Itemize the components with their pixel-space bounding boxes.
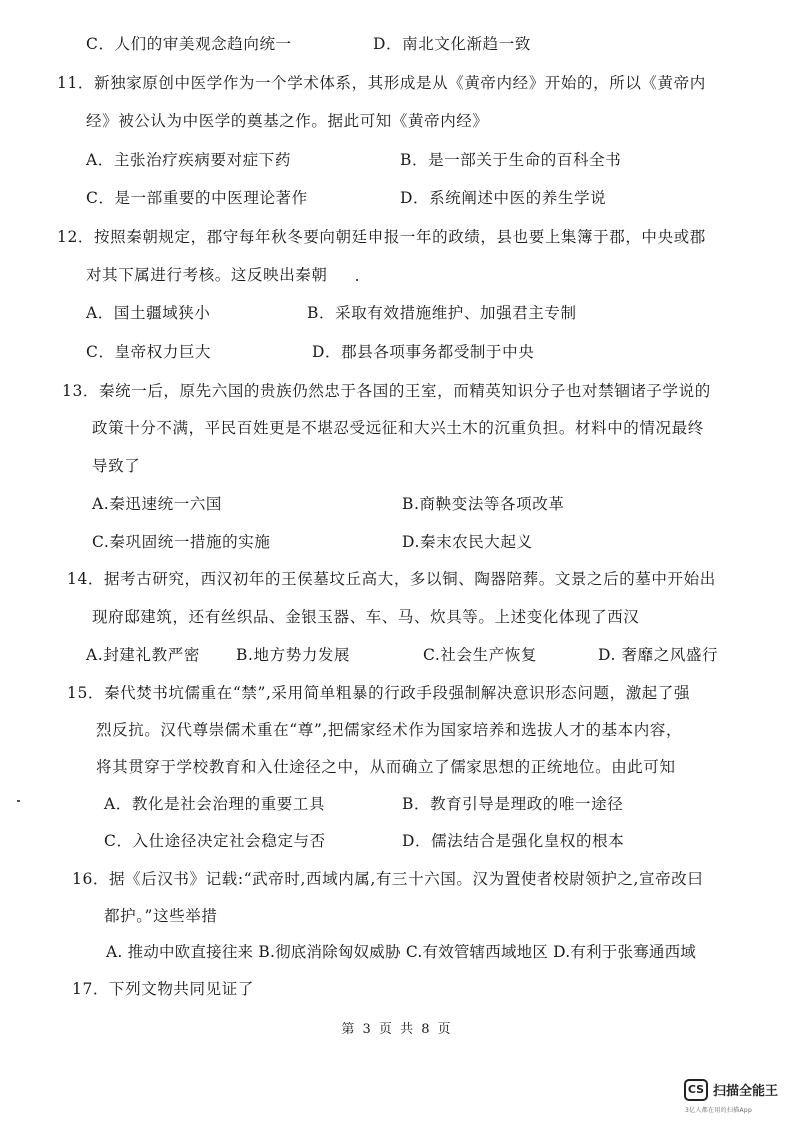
watermark-app-name: 扫描全能王 [713, 1084, 779, 1099]
q12-option-a: A．国土疆域狭小 [86, 304, 211, 322]
q13-stem-line1: 13．秦统一后，原先六国的贵族仍然忠于各国的王室，而精英知识分子也对禁锢诸子学说的 [62, 382, 711, 400]
q12-stem-line1: 12．按照秦朝规定，郡守每年秋冬要向朝廷申报一年的政绩，县也要上集簿于郡，中央或郡 [57, 228, 706, 246]
q14-option-b: B.地方势力发展 [236, 646, 351, 664]
q12-option-c: C．皇帝权力巨大 [86, 343, 212, 361]
q16-stem-line2: 都护。”这些举措 [104, 907, 218, 925]
page-number: 第 3 页 共 8 页 [341, 1022, 453, 1037]
q15-stem-line2: 烈反抗。汉代尊崇儒术重在“尊”,把儒家经术作为国家培养和选拔人才的基本内容， [96, 721, 683, 739]
q13-option-d: D.秦末农民大起义 [402, 533, 533, 551]
q11-stem-line2: 经》被公认为中医学的奠基之作。据此可知《黄帝内经》 [86, 112, 489, 130]
scan-speck [17, 800, 20, 802]
q14-stem-line2: 现府邸建筑，还有丝织品、金银玉器、车、马、炊具等。上述变化体现了西汉 [92, 608, 640, 626]
q12-option-b: B．采取有效措施维护、加强君主专制 [307, 304, 577, 322]
q13-stem-line3: 导致了 [92, 457, 141, 475]
q15-option-b: B．教育引导是理政的唯一途径 [402, 795, 624, 813]
q12-option-d: D．郡县各项事务都受制于中央 [312, 343, 535, 361]
q13-option-b: B.商鞅变法等各项改革 [402, 495, 565, 513]
q14-stem-line1: 14．据考古研究，西汉初年的王侯墓坟丘高大，多以铜、陶器陪葬。文景之后的墓中开始出 [67, 570, 716, 588]
q10-option-c: C．人们的审美观念趋向统一 [86, 35, 292, 53]
q15-option-a: A．教化是社会治理的重要工具 [104, 795, 326, 813]
q16-stem-line1: 16．据《后汉书》记载:“武帝时,西域内属,有三十六国。汉为置使者校尉领护之,宣帝改曰 [72, 870, 704, 888]
q15-stem-line3: 将其贯穿于学校教育和入仕途径之中，从而确立了儒家思想的正统地位。由此可知 [96, 758, 676, 776]
q14-option-d: D. 奢靡之风盛行 [598, 646, 719, 664]
q11-stem-line1: 11．新独家原创中医学作为一个学术体系，其形成是从《黄帝内经》开始的，所以《黄帝内 [57, 74, 706, 92]
scan-speck [356, 279, 358, 281]
q16-options: A. 推动中欧直接往来 B.彻底消除匈奴威胁 C.有效管辖西域地区 D.有利于张骞通西域 [106, 943, 696, 961]
q11-option-d: D．系统阐述中医的养生学说 [400, 189, 607, 207]
watermark-tagline: 3亿人都在用的扫描App [685, 1107, 753, 1114]
q14-option-a: A.封建礼教严密 [86, 646, 200, 664]
q12-stem-line2: 对其下属进行考核。这反映出秦朝 [86, 266, 328, 284]
q11-option-b: B．是一部关于生命的百科全书 [400, 151, 622, 169]
q15-option-c: C．入仕途径决定社会稳定与否 [104, 832, 326, 850]
q10-option-d: D．南北文化渐趋一致 [373, 35, 531, 53]
q15-stem-line1: 15．秦代焚书坑儒重在“禁”,采用简单粗暴的行政手段强制解决意识形态问题，激起了强 [67, 684, 691, 702]
q13-stem-line2: 政策十分不满，平民百姓更是不堪忍受远征和大兴土木的沉重负担。材料中的情况最终 [92, 419, 704, 437]
q11-option-c: C．是一部重要的中医理论著作 [86, 189, 308, 207]
q13-option-a: A.秦迅速统一六国 [92, 495, 223, 513]
camscanner-logo-icon: CS [684, 1079, 708, 1101]
q15-option-d: D．儒法结合是强化皇权的根本 [402, 832, 625, 850]
scanner-watermark [684, 1079, 794, 1119]
q14-option-c: C.社会生产恢复 [423, 646, 538, 664]
q13-option-c: C.秦巩固统一措施的实施 [92, 533, 271, 551]
q11-option-a: A．主张治疗疾病要对症下药 [86, 151, 291, 169]
q17-stem-line1: 17．下列文物共同见证了 [72, 980, 254, 998]
